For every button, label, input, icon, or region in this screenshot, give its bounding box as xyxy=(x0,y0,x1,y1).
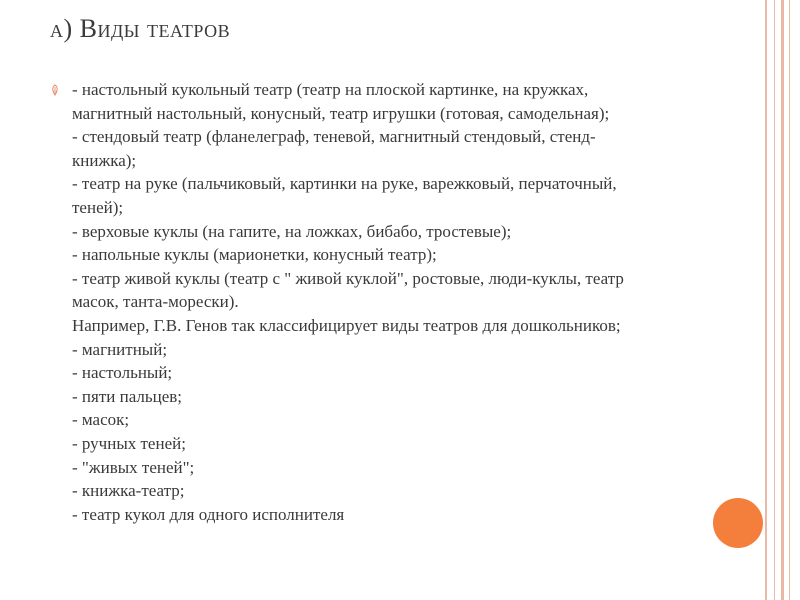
text-line: теней); xyxy=(72,197,124,217)
text-line: - театр кукол для одного исполнителя xyxy=(72,504,345,524)
text-line: масок, танта-морески). xyxy=(72,292,239,312)
decorative-rule xyxy=(774,0,775,600)
text-line: - настольный; xyxy=(72,363,173,383)
orange-circle-decoration xyxy=(713,498,763,548)
text-line: - книжка-театр; xyxy=(72,481,185,501)
body-text xyxy=(72,78,752,526)
text-line: - верховые куклы (на гапите, на ложках, бибабо, тростевые); xyxy=(72,221,512,241)
text-line: - магнитный; xyxy=(72,339,168,359)
text-line: - театр на руке (пальчиковый, картинки на руке, варежковый, перчаточный, xyxy=(72,174,617,194)
decorative-rule xyxy=(765,0,767,600)
text-line: - театр живой куклы (театр с " живой куклой", ростовые, люди-куклы, театр xyxy=(72,268,624,288)
text-line: - "живых теней"; xyxy=(72,457,195,477)
slide-title: а) Виды театров xyxy=(50,14,231,43)
text-line: Например, Г.В. Генов так классифицирует виды театров для дошкольников; xyxy=(72,315,621,335)
text-line: магнитный настольный, конусный, театр игрушки (готовая, самодельная); xyxy=(72,103,610,123)
text-line: - настольный кукольный театр (театр на плоской картинке, на кружках, xyxy=(72,80,589,99)
text-line: - стендовый театр (фланелеграф, теневой, магнитный стендовый, стенд- xyxy=(72,127,596,147)
text-line: - напольные куклы (марионетки, конусный театр); xyxy=(72,245,437,265)
text-line: - масок; xyxy=(72,410,130,430)
text-line: - ручных теней; xyxy=(72,433,186,453)
flower-bullet-icon xyxy=(50,84,60,96)
text-line: книжка); xyxy=(72,150,137,170)
text-line: - пяти пальцев; xyxy=(72,386,183,406)
decorative-rule xyxy=(789,0,790,600)
decorative-rule xyxy=(781,0,784,600)
